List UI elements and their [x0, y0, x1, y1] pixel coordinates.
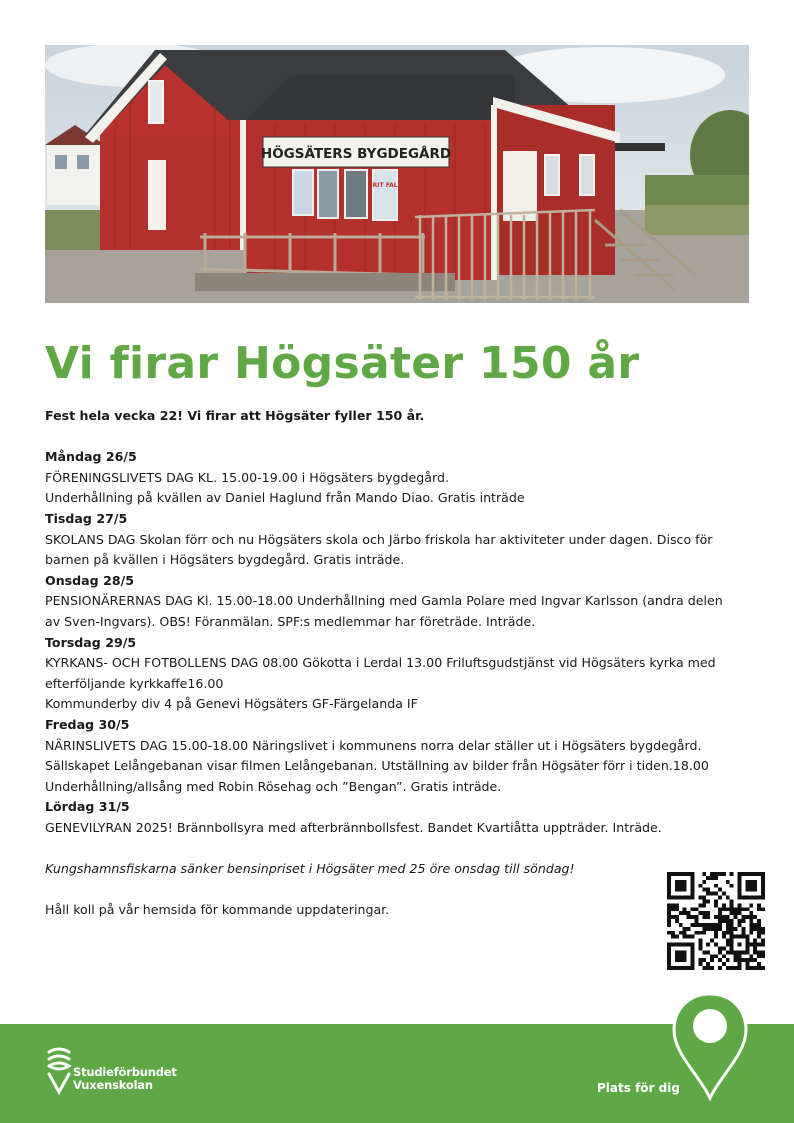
intro-text: Fest hela vecka 22! Vi firar att Högsäter fyller 150 år.	[45, 408, 425, 423]
day-heading: Lördag 31/5	[45, 799, 130, 815]
day-friday	[45, 715, 735, 797]
page-title: Vi firar Högsäter 150 år	[45, 338, 640, 389]
website-followup-text: Håll koll på vår hemsida för kommande uppdateringar.	[45, 902, 390, 918]
building-sign-text: HÖGSÄTERS BYGDEGÅRD	[260, 146, 452, 162]
day-text: Underhållning på kvällen av Daniel Haglund från Mando Diao. Gratis inträde	[45, 490, 525, 506]
location-pin-icon	[670, 990, 750, 1102]
day-heading: Måndag 26/5	[45, 449, 137, 465]
day-heading: Onsdag 28/5	[45, 572, 134, 588]
day-saturday	[45, 797, 735, 838]
brand-name-line2: Vuxenskolan	[73, 1078, 153, 1092]
day-text: KYRKANS- OCH FOTBOLLENS DAG 08.00 Gökotta i Lerdal 13.00 Friluftsgudstjänst vid Högsäters kyrka med efterföljande kyrkkaffe16.00	[45, 655, 716, 691]
footer-tagline: Plats för dig	[597, 1081, 680, 1095]
day-tuesday	[45, 509, 735, 571]
day-thursday	[45, 633, 735, 715]
day-text: PENSIONÄRERNAS DAG Kl. 15.00-18.00 Underhållning med Gamla Polare med Ingvar Karlsson (andra delen av Sven-Ingvars). OBS! Föranmälan. SPF:s medlemmar har företräde. Inträde.	[45, 593, 723, 629]
day-text: SKOLANS DAG Skolan förr och nu Högsäters skola och Järbo friskola har aktiviteter under dagen. Disco för barnen på kvällen i Högsäters bygdegård. Gratis inträde.	[45, 531, 713, 568]
event-program	[45, 406, 735, 921]
day-monday	[45, 447, 735, 509]
fuel-price-note: Kungshamnsfiskarna sänker bensinpriset i Högsäter med 25 öre onsdag till söndag!	[45, 861, 575, 877]
qr-code[interactable]	[667, 872, 765, 970]
day-text: Kommunderby div 4 på Genevi Högsäters GF-Färgelanda IF	[45, 696, 418, 712]
day-text: FÖRENINGSLIVETS DAG KL. 15.00-19.00 i Högsäters bygdegård.	[45, 469, 449, 485]
day-heading: Fredag 30/5	[45, 716, 130, 732]
poster-text: FRIT FALL	[368, 182, 402, 189]
brand-name-line1: Studieförbundet	[73, 1065, 177, 1079]
day-heading: Torsdag 29/5	[45, 634, 137, 650]
day-wednesday	[45, 571, 735, 633]
day-text: GENEVILYRAN 2025! Brännbollsyra med afterbrännbollsfest. Bandet Kvartiåtta uppträder. Inträde.	[45, 819, 662, 835]
day-heading: Tisdag 27/5	[45, 510, 128, 526]
brand-name	[73, 1066, 177, 1092]
community-hall-photo	[45, 45, 749, 303]
day-text: NÄRINSLIVETS DAG 15.00-18.00 Näringslivet i kommunens norra delar ställer ut i Högsäters bygdegård. Sällskapet Lelångebanan visar filmen Lelångebanan. Utställning av bilder från Högsäter förr i tiden.18.00 Underhållning/allsång med Robin Rösehag och ”Bengan”. Gratis inträde.	[45, 737, 709, 794]
